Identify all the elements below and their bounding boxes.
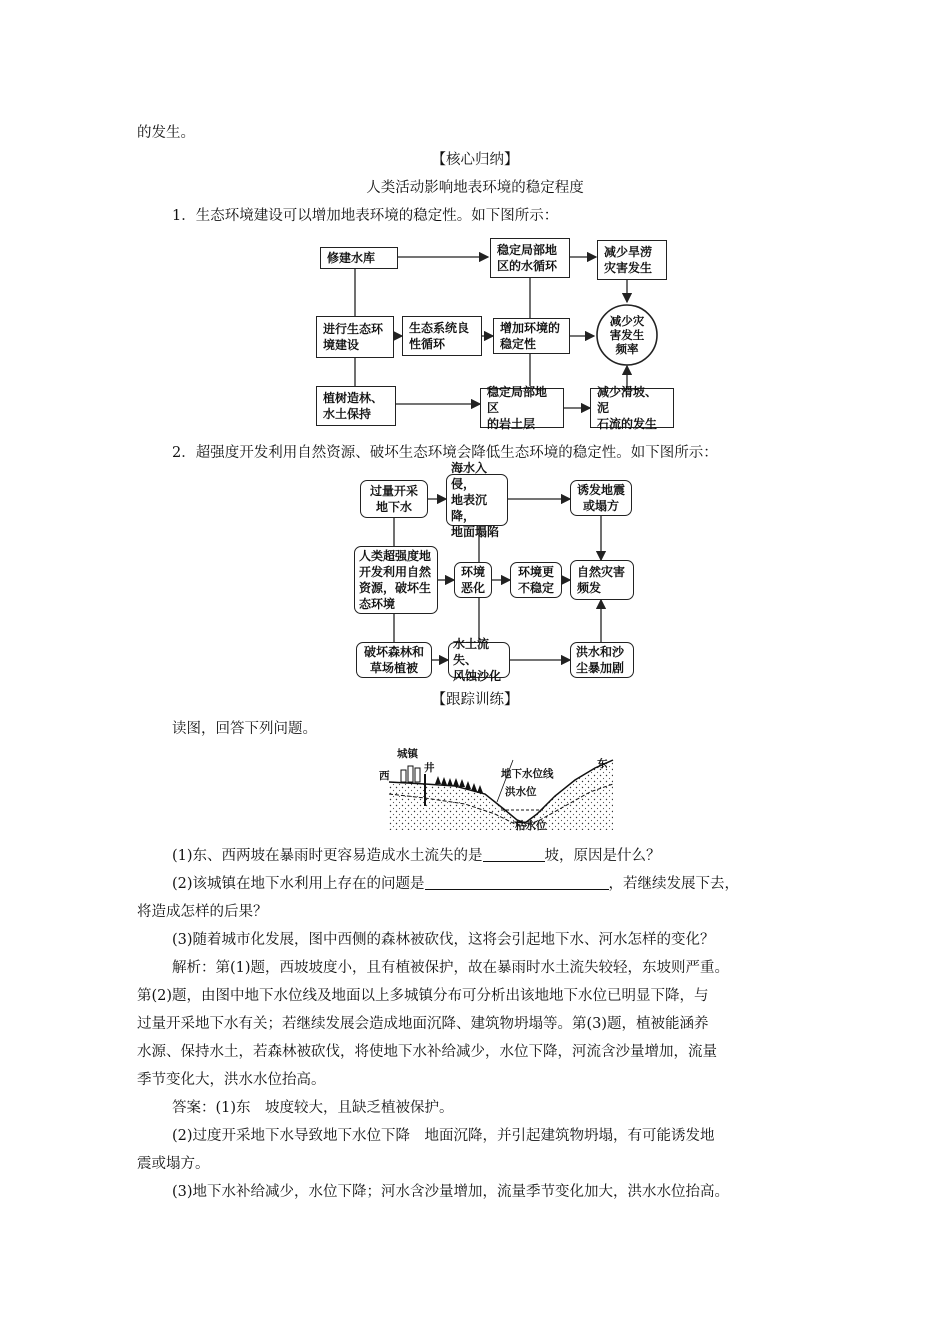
box-overpump (360, 480, 428, 518)
analysis-line-4: 水源、保持水土，若森林被砍伐，将使地下水补给减少，水位下降，河流含沙量增加，流量 (137, 1044, 717, 1060)
tree-8 (477, 785, 483, 793)
building-3 (415, 768, 420, 782)
question-2 (172, 874, 739, 894)
box-worse-line1: 环境 (460, 565, 485, 579)
question-1-text-b: 坡，原因是什么？ (544, 848, 661, 864)
box-disaster-line2: 频发 (577, 581, 602, 595)
box-drought-line2: 灾害发生 (604, 261, 653, 275)
box-water-cycle-line1: 稳定局部地 (497, 243, 558, 257)
tree-6 (465, 781, 471, 789)
box-eco-build (316, 316, 394, 358)
question-2-text-b: ，若继续发展下去， (608, 876, 740, 892)
box-quake-line1: 诱发地震 (577, 483, 626, 497)
question-2-blank[interactable] (425, 875, 609, 890)
circle-reduce-frequency (597, 305, 657, 365)
box-overpump-line2: 地下水 (375, 500, 412, 514)
label-well: 井 (424, 762, 435, 774)
box-erosion (448, 637, 510, 683)
box-increase-line1: 增加环境的 (500, 321, 561, 335)
box-eco-cycle-line2: 性循环 (409, 337, 446, 351)
building-2 (408, 766, 413, 782)
analysis-line-3: 过量开采地下水有关；若继续发展会造成地面沉降、建筑物坍塌等。第(3)题，植被能涵养 (137, 1016, 709, 1032)
label-groundwater-line: 地下水位线 (501, 768, 554, 780)
box-landslide-line2: 石流的发生 (597, 417, 658, 431)
label-west: 西 (379, 770, 390, 782)
box-quake-line2: 或塌方 (582, 499, 619, 513)
point-1: 1．生态环境建设可以增加地表环境的稳定性。如下图所示： (172, 208, 559, 224)
box-unstable-line2: 不稳定 (517, 581, 554, 595)
tree-3 (447, 778, 453, 786)
box-seawater-line3: 地面塌陷 (451, 525, 500, 539)
box-erosion-line1: 水土流失、 (453, 637, 490, 667)
box-afforest (316, 386, 396, 426)
box-forest (356, 642, 432, 678)
question-3: (3)随着城市化发展，图中西侧的森林被砍伐，这将会引起地下水、河水怎样的变化？ (172, 932, 715, 948)
box-increase-line2: 稳定性 (500, 337, 537, 351)
box-landslide-line1: 减少滑坡、泥 (597, 385, 658, 415)
box-reservoir (320, 247, 398, 269)
box-overpump-line1: 过量开采 (369, 484, 418, 498)
valley-cross-section-figure (365, 744, 625, 836)
label-town: 城镇 (397, 748, 418, 760)
tree-4 (453, 778, 459, 786)
box-human-line2: 开发利用自然 (359, 565, 432, 579)
flowchart-eco-construction (310, 238, 680, 434)
box-env-unstable (510, 562, 562, 598)
question-1 (172, 846, 661, 866)
question-2-continued: 将造成怎样的后果？ (137, 904, 268, 920)
box-landslide (590, 385, 674, 431)
box-eco-cycle (402, 316, 482, 356)
box-seawater-line2: 地表沉降， (451, 493, 488, 523)
box-rock-line2: 的岩土层 (487, 417, 536, 431)
tree-7 (471, 783, 477, 791)
box-seawater-line1: 海水入侵， (451, 461, 488, 491)
box-flood-line2: 尘暴加剧 (576, 661, 625, 675)
question-2-text-a: (2)该城镇在地下水利用上存在的问题是 (172, 876, 425, 892)
core-heading: 【核心归纳】 (431, 152, 519, 168)
answer-line-1: 答案：(1)东 坡度较大，且缺乏植被保护。 (172, 1100, 454, 1116)
box-seawater (446, 461, 508, 539)
box-quake (570, 480, 632, 516)
training-intro: 读图，回答下列问题。 (172, 721, 317, 737)
box-eco-build-line2: 境建设 (323, 338, 360, 352)
box-flood (570, 642, 634, 678)
box-water-cycle-line2: 区的水循环 (497, 259, 558, 273)
box-drought-line1: 减少旱涝 (604, 245, 653, 259)
circle-line1: 减少灾 (609, 314, 645, 328)
box-flood-line1: 洪水和沙 (576, 645, 625, 659)
answer-line-2: (2)过度开采地下水导致地下水位下降 地面沉降，并引起建筑物坍塌，有可能诱发地 (172, 1128, 715, 1144)
box-reservoir-label: 修建水库 (327, 251, 376, 265)
box-forest-line2: 草场植被 (369, 661, 418, 675)
label-dry-level: 枯水位 (515, 820, 547, 832)
building-1 (401, 770, 406, 782)
answer-line-3: 震或塌方。 (137, 1156, 210, 1172)
flowchart-overexploitation (352, 461, 642, 683)
circle-line3: 频率 (615, 342, 639, 356)
box-human-activity (354, 546, 438, 614)
tree-5 (459, 779, 465, 787)
box-rock-layer (480, 385, 564, 431)
tree-2 (441, 777, 447, 785)
point-2: 2．超强度开发利用自然资源、破坏生态环境会降低生态环境的稳定性。如下图所示： (172, 445, 718, 461)
box-increase-stability (493, 318, 570, 354)
box-forest-line1: 破坏森林和 (363, 645, 424, 659)
question-1-text-a: (1)东、西两坡在暴雨时更容易造成水土流失的是 (172, 848, 483, 864)
box-eco-build-line1: 进行生态环 (323, 322, 384, 336)
box-worse-line2: 恶化 (460, 581, 485, 595)
answer-line-4: (3)地下水补给减少，水位下降；河水含沙量增加，流量季节变化加大，洪水水位抬高。 (172, 1184, 730, 1200)
core-subtitle: 人类活动影响地表环境的稳定程度 (366, 180, 584, 196)
box-human-line4: 态环境 (359, 597, 396, 611)
label-east: 东 (597, 758, 608, 770)
training-heading: 【跟踪训练】 (431, 692, 519, 708)
box-unstable-line1: 环境更 (517, 565, 554, 579)
analysis-line-5: 季节变化大，洪水水位抬高。 (137, 1072, 326, 1088)
box-water-cycle (490, 238, 570, 278)
box-drought (597, 240, 667, 280)
box-human-line1: 人类超强度地 (359, 549, 432, 563)
analysis-line-1: 解析：第(1)题，西坡坡度小，且有植被保护，故在暴雨时水土流失较轻，东坡则严重。 (172, 960, 730, 976)
box-erosion-line2: 风蚀沙化 (453, 669, 502, 683)
box-env-worse (454, 562, 492, 598)
box-disaster (570, 560, 634, 600)
analysis-line-2: 第(2)题，由图中地下水位线及地面以上多城镇分布可分析出该地地下水位已明显下降，与 (137, 988, 709, 1004)
box-human-line3: 资源，破坏生 (359, 581, 432, 595)
box-eco-cycle-line1: 生态系统良 (409, 321, 470, 335)
circle-line2: 害发生 (609, 328, 645, 342)
box-disaster-line1: 自然灾害 (577, 565, 626, 579)
continuation-text: 的发生。 (137, 125, 195, 141)
box-afforest-line2: 水土保持 (323, 407, 372, 421)
box-rock-line1: 稳定局部地区 (487, 385, 548, 415)
label-flood-level: 洪水位 (505, 786, 537, 798)
question-1-blank[interactable] (483, 847, 545, 862)
tree-1 (435, 776, 441, 784)
box-afforest-line1: 植树造林、 (323, 391, 384, 405)
town-buildings (401, 766, 420, 782)
